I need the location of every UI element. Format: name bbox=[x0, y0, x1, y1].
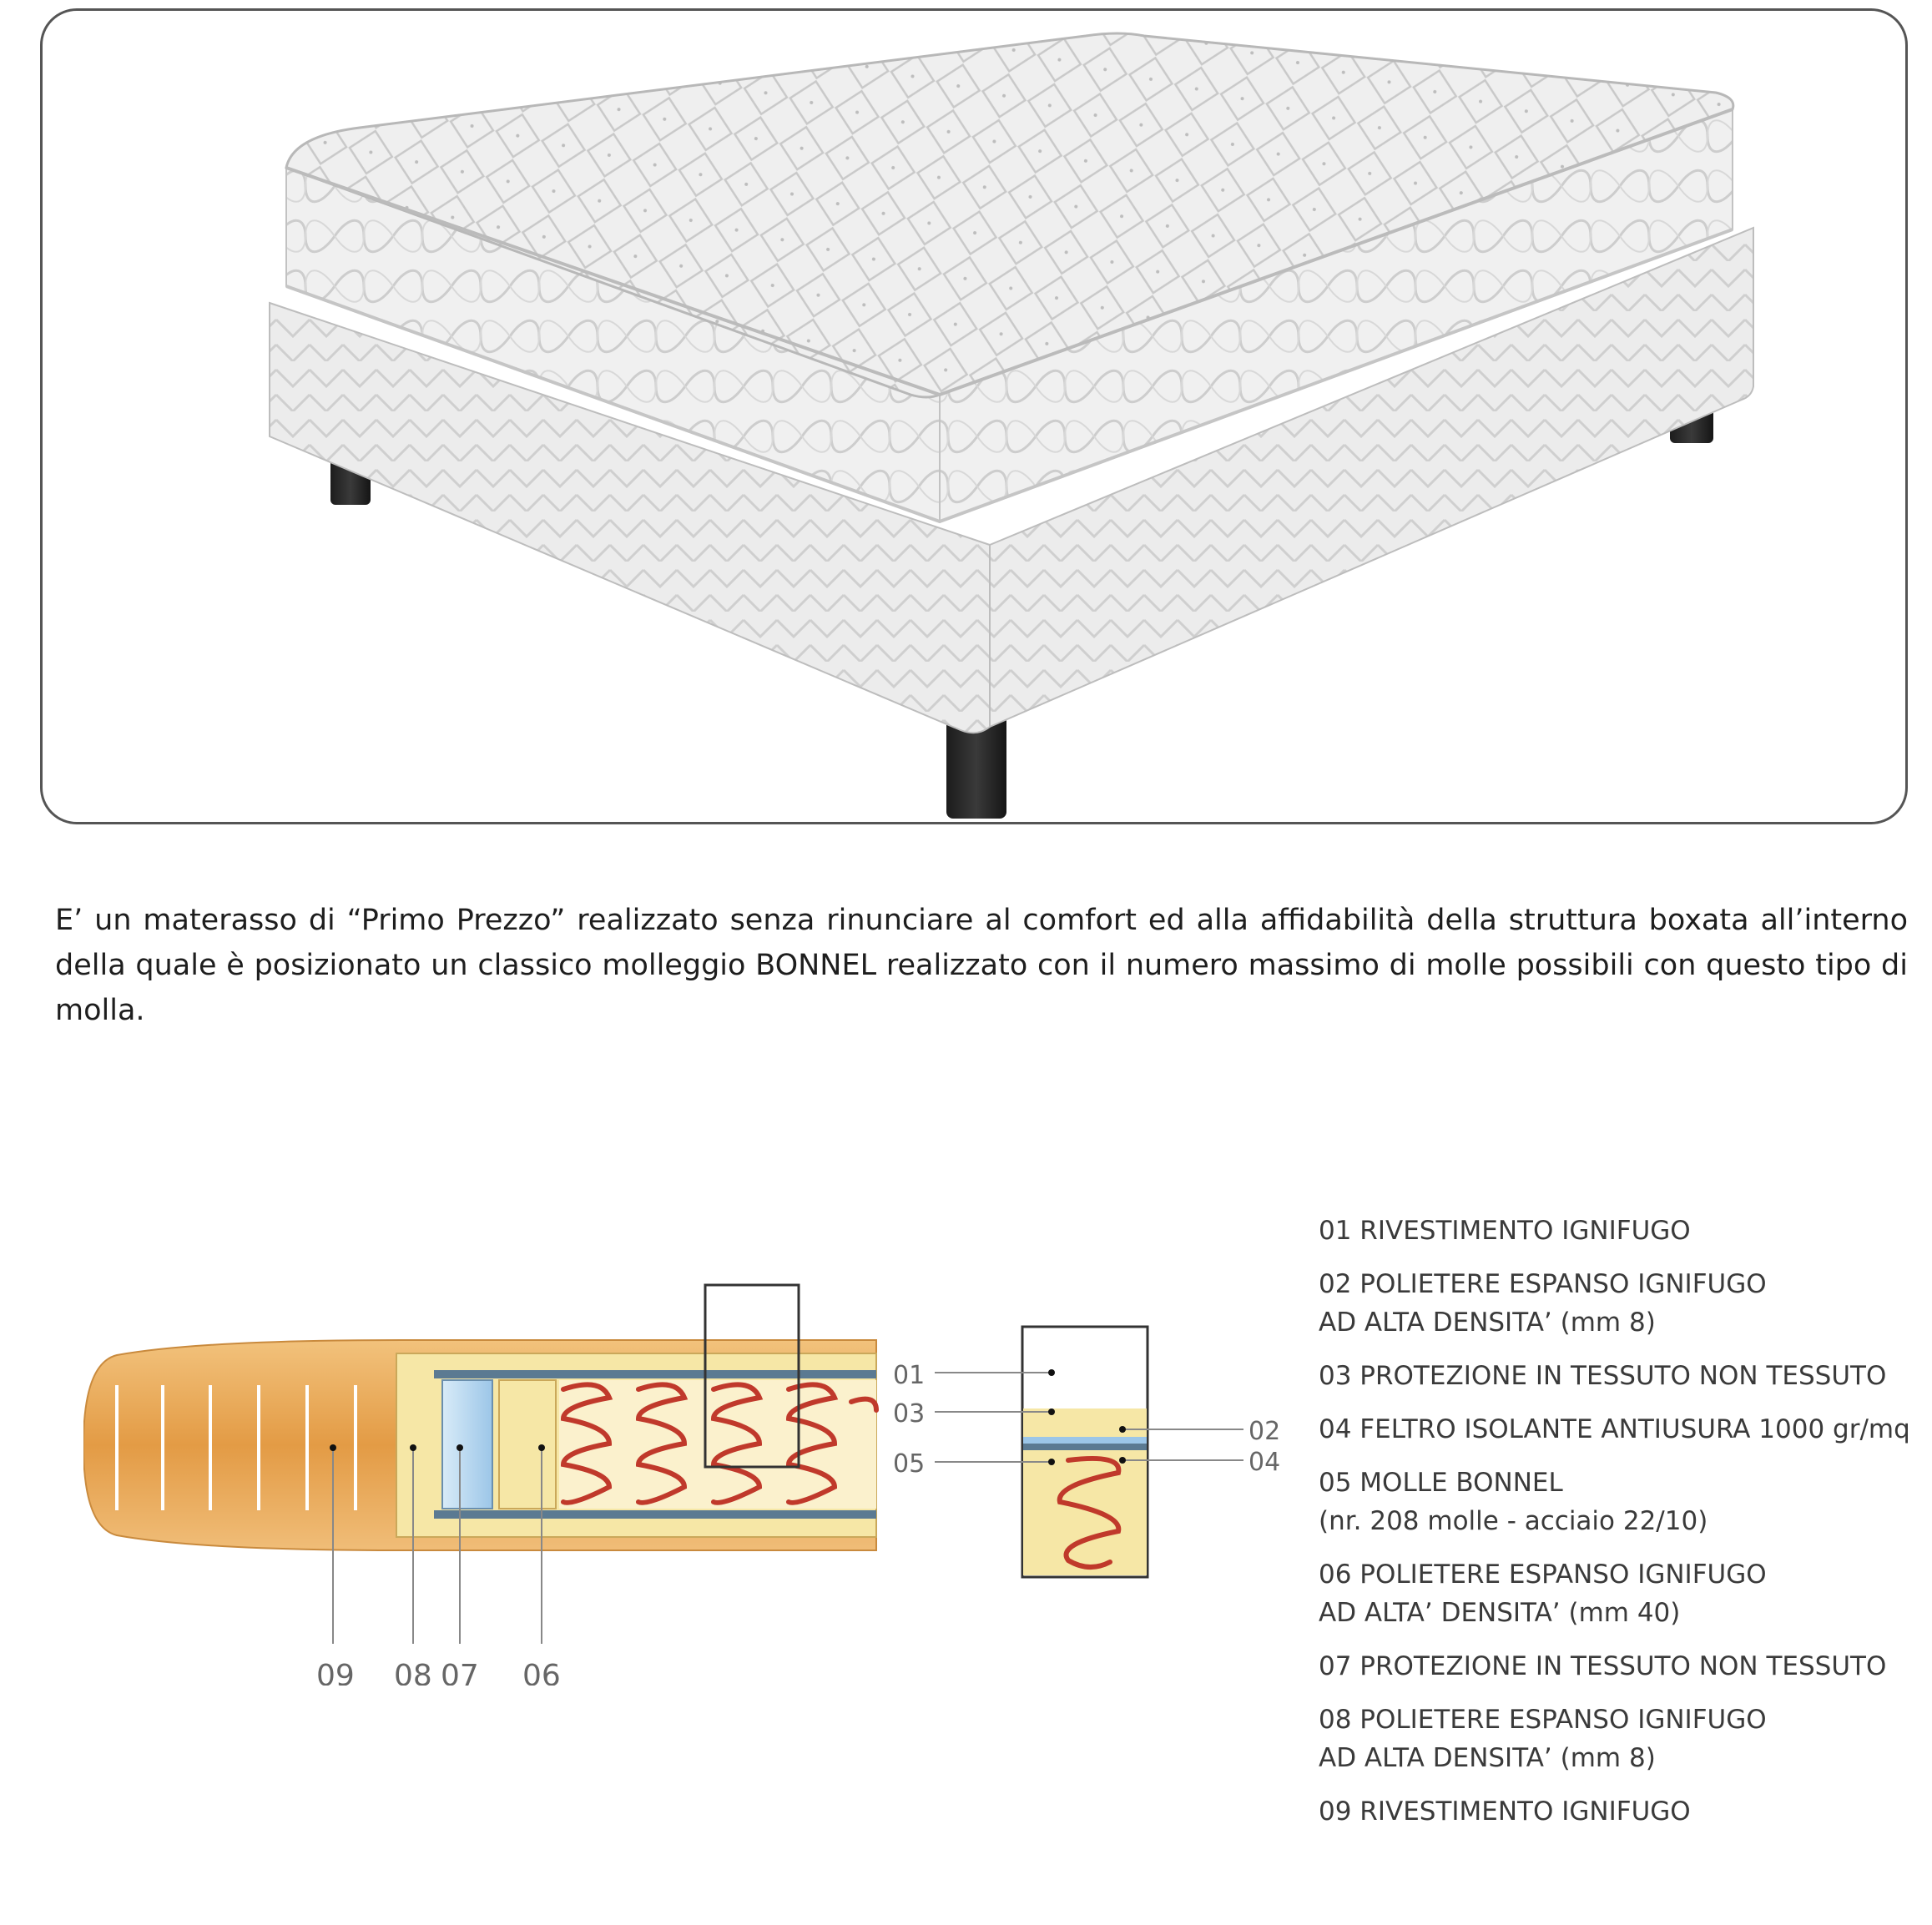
label-01: 01 bbox=[893, 1361, 926, 1390]
legend-item: 09 RIVESTIMENTO IGNIFUGO bbox=[1319, 1796, 1691, 1827]
legend-item: 02 POLIETERE ESPANSO IGNIFUGO AD ALTA DENSITA’ (mm 8) bbox=[1319, 1269, 1767, 1338]
layer-legend bbox=[1319, 1212, 1919, 1846]
detail-fabric-03 bbox=[1023, 1437, 1147, 1444]
label-06: 06 bbox=[522, 1659, 561, 1686]
blue-felt-bottom bbox=[434, 1510, 876, 1519]
detail-felt-04 bbox=[1023, 1444, 1147, 1450]
product-photo-frame bbox=[40, 8, 1908, 824]
legend-item: 06 POLIETERE ESPANSO IGNIFUGO AD ALTA’ DENSITA’ (mm 40) bbox=[1319, 1560, 1767, 1628]
label-03: 03 bbox=[893, 1399, 926, 1429]
label-04: 04 bbox=[1248, 1448, 1281, 1477]
label-02: 02 bbox=[1248, 1417, 1281, 1446]
mattress-bed-illustration bbox=[43, 11, 1905, 822]
foam-06 bbox=[499, 1380, 556, 1509]
label-09: 09 bbox=[316, 1659, 355, 1686]
legend-item: 04 FELTRO ISOLANTE ANTIUSURA 1000 gr/mq bbox=[1319, 1414, 1910, 1444]
legend-item: 05 MOLLE BONNEL (nr. 208 molle - acciaio 22/10) bbox=[1319, 1468, 1708, 1536]
blue-felt-top bbox=[434, 1370, 876, 1378]
detail-spring-05 bbox=[1023, 1450, 1147, 1575]
label-08: 08 bbox=[394, 1659, 432, 1686]
label-05: 05 bbox=[893, 1449, 926, 1479]
legend-item: 01 RIVESTIMENTO IGNIFUGO bbox=[1319, 1216, 1691, 1246]
legend-item: 08 POLIETERE ESPANSO IGNIFUGO AD ALTA DENSITA’ (mm 8) bbox=[1319, 1705, 1767, 1773]
product-description: E’ un materasso di “Primo Prezzo” realizzato senza rinunciare al comfort ed alla affidabilità della struttura boxata all’interno della quale è posizionato un classico molleggio BONNEL realizzato con il numero massimo di molle possibili con questo tipo di molla. bbox=[55, 904, 1908, 1027]
mattress-cross-section-diagram bbox=[83, 1268, 1302, 1686]
fabric-07 bbox=[442, 1380, 492, 1509]
legend-item: 07 PROTEZIONE IN TESSUTO NON TESSUTO bbox=[1319, 1651, 1887, 1681]
detail-foam-02 bbox=[1023, 1408, 1147, 1437]
legend-item: 03 PROTEZIONE IN TESSUTO NON TESSUTO bbox=[1319, 1361, 1887, 1391]
label-07: 07 bbox=[441, 1659, 479, 1686]
